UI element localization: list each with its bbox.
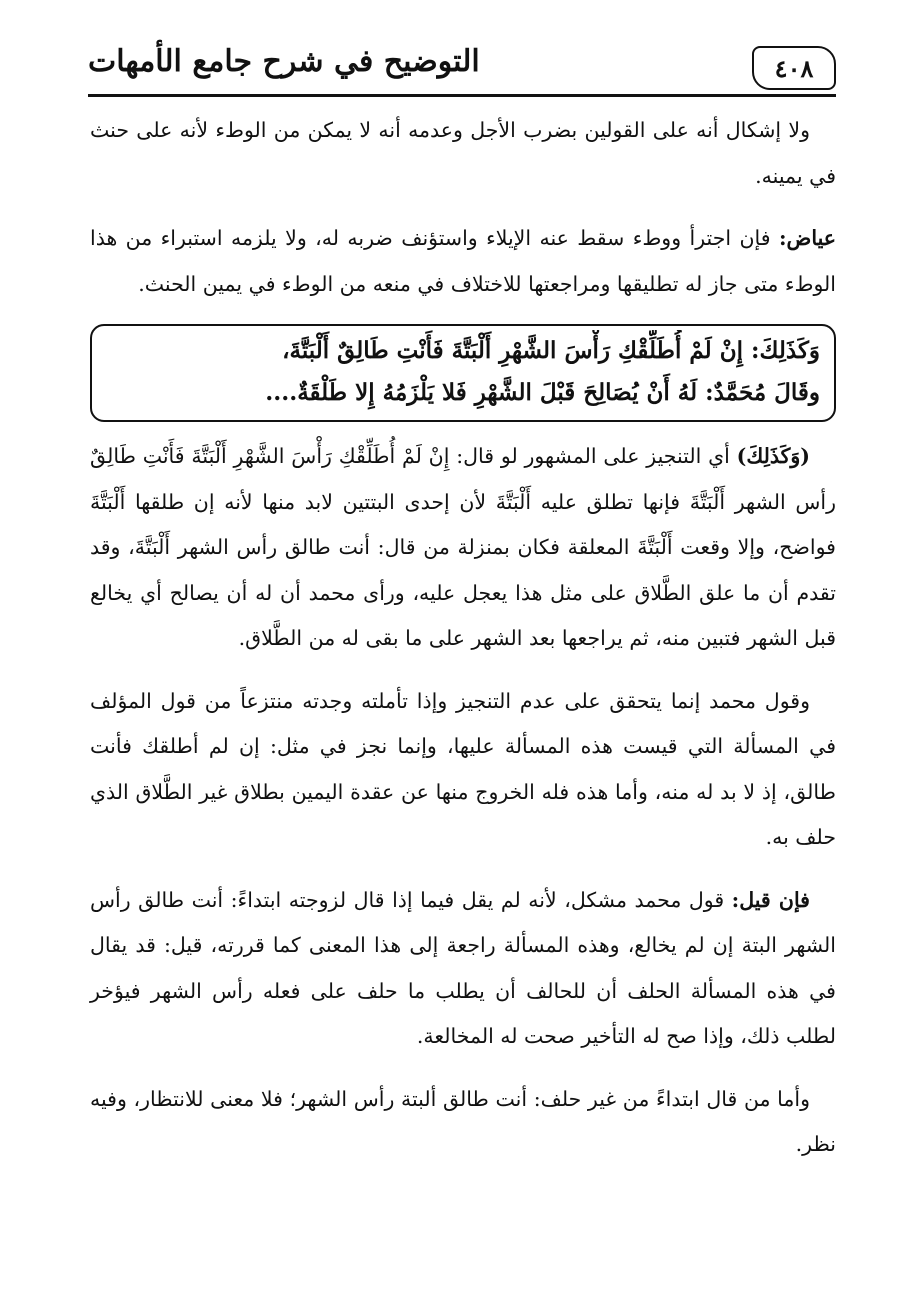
paragraph-3: [90, 434, 836, 662]
header-divider: [88, 94, 836, 97]
matn-line-2: وقَالَ مُحَمَّدٌ: لَهُ أَنْ يُصَالِحَ قَبْلَ الشَّهْرِ فَلا يَلْزَمُهُ إِلا طَلْقَةٌ....: [265, 379, 820, 406]
paragraph-5-text: قول محمد مشكل، لأنه لم يقل فيما إذا قال لزوجته ابتداءً: أنت طالق رأس الشهر البتة إن لم يخالع، وهذه المسألة راجعة إلى هذا المعنى كما قررته، قيل: قد يقال في هذه المسألة الحلف أن للحالف أن يطلب ما حلف على فعله رأس الشهر فيؤخر لطلب ذلك، وإذا صح له التأخير صحت له المخالعة.: [90, 887, 836, 1048]
paragraph-2: [90, 216, 836, 307]
paragraph-3-label: (وَكَذَلِكَ): [736, 444, 810, 468]
paragraph-6: وأما من قال ابتداءً من غير حلف: أنت طالق ألبتة رأس الشهر؛ فلا معنى للانتظار، وفيه نظر.: [90, 1086, 836, 1156]
page-body: [90, 108, 836, 1185]
matn-line-1: وَكَذَلِكَ: إِنْ لَمْ أُطَلِّقْكِ رَأْسَ الشَّهْرِ أَلْبَتَّةَ فَأَنْتِ طَالِقٌ أَلْبَتَّةَ،: [282, 337, 820, 364]
page-header: [88, 40, 836, 96]
page-number: ٤٠٨: [752, 46, 836, 90]
matn-box: [90, 324, 836, 422]
paragraph-1: ولا إشكال أنه على القولين بضرب الأجل وعدمه أنه لا يمكن من الوطء لأنه على حنث في يمينه.: [90, 118, 836, 188]
paragraph-5-label: فإن قيل:: [731, 887, 810, 912]
book-title: التوضيح في شرح جامع الأمهات: [88, 44, 480, 79]
paragraph-3-text: أي التنجيز على المشهور لو قال: إِنْ لَمْ أُطَلِّقْكِ رَأْسَ الشَّهْرِ أَلْبَتَّةَ فَأَنْتِ طَالِقٌ رأس الشهر أَلْبَتَّةَ فإنها تطلق عليه أَلْبَتَّةَ لأن إحدى البتتين لابد منها لأنه إن طلقها أَلْبَتَّةَ فواضح، وإلا وقعت أَلْبَتَّةَ المعلقة فكان بمنزلة من قال: أنت طالق رأس الشهر أَلْبَتَّةَ، وقد تقدم أن ما علق الطَّلاق على مثل هذا يعجل عليه، ورأى محمد أن له أن يصالح أي يخالع قبل الشهر فتبين منه، ثم يراجعها بعد الشهر على ما بقى له من الطَّلاق.: [90, 444, 836, 650]
paragraph-2-text: فإن اجترأ ووطء سقط عنه الإيلاء واستؤنف ضربه له، ولا يلزمه استبراء من هذا الوطء متى جاز له تطليقها ومراجعتها للاختلاف في منعه من الوطء في يمين الحنث.: [90, 226, 836, 296]
paragraph-5: [90, 878, 836, 1060]
paragraph-4: وقول محمد إنما يتحقق على عدم التنجيز وإذا تأملته وجدته منتزعاً من قول المؤلف في المسألة التي قيست هذه المسألة عليها، وإنما نجز في مثل: إن لم أطلقك فأنت طالق، إذ لا بد له منه، وأما هذه فله الخروج منها عن عقدة اليمين بطلاق غير الطَّلاق الذي حلف به.: [90, 688, 836, 849]
paragraph-2-label: عياض:: [778, 226, 836, 250]
